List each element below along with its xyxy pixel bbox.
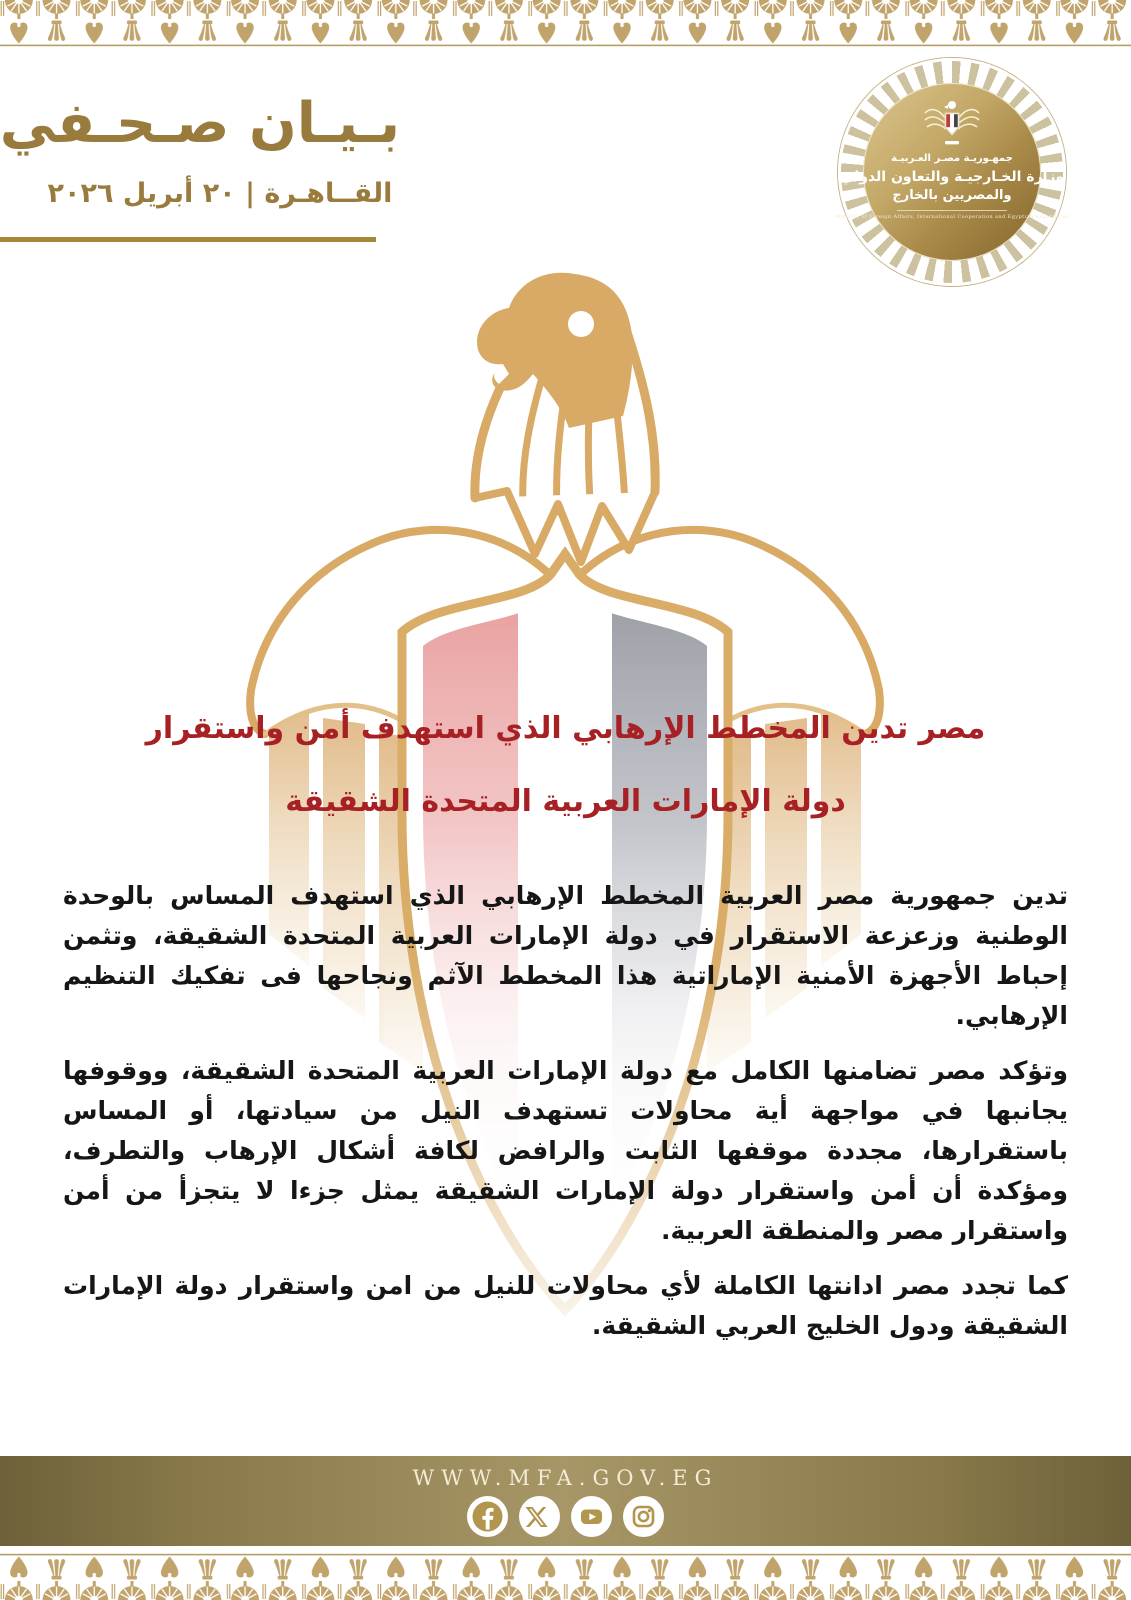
press-statement-title: بـيـان صـحـفي <box>0 91 400 156</box>
seal-country-name: جمهـوريـة مصـر العـربيـة <box>891 153 1013 164</box>
x-icon[interactable] <box>519 1496 560 1537</box>
seal-ministry-name: وزارة الخـارجيـة والتعاون الدولي <box>839 169 1065 185</box>
statement-paragraph: وتؤكد مصر تضامنها الكامل مع دولة الإمارات العربية المتحدة الشقيقة، ووقوفها يجانبها في مواجهة أية محاولات تستهدف النيل من سيادتها، أو المساس باستقرارها، مجددة موقفها الثابت والرافض لكافة أشكال الإرهاب والتطرف، ومؤكدة أن أمن واستقرار دولة الإمارات الشقيقة يمثل جزءا لا يتجزأ من أمن واستقرار مصر والمنطقة العربية. <box>63 1056 1068 1245</box>
seal-caption-en: Ministry of Foreign Affairs, International Cooperation and Egyptian Expatriates <box>834 214 1070 220</box>
page-border-bottom-ornament <box>0 1553 1131 1600</box>
statement-body <box>63 876 1068 1361</box>
social-icons-row <box>467 1496 664 1537</box>
facebook-icon[interactable] <box>467 1496 508 1537</box>
statement-paragraph: تدين جمهورية مصر العربية المخطط الإرهابي الذي استهدف المساس بالوحدة الوطنية وزعزعة الاستقرار في دولة الإمارات العربية المتحدة الشقيقة، وتثمن إحباط الأجهزة الأمنية الإماراتية هذا المخطط الآثم ونجاحها فى تفكيك التنظيم الإرهابي. <box>63 881 1068 1030</box>
website-url: WWW.MFA.GOV.EG <box>412 1465 719 1490</box>
page-border-top-ornament <box>0 0 1131 47</box>
seal-content <box>834 83 1070 261</box>
header-rule <box>0 237 376 242</box>
statement-heading-line-1: مصر تدين المخطط الإرهابي الذي استهدف أمن واستقرار <box>145 711 986 746</box>
statement-heading <box>63 692 1068 838</box>
header-block <box>0 78 400 218</box>
seal-eagle-emblem-icon <box>921 97 983 149</box>
footer-bar <box>0 1456 1131 1546</box>
seal-divider <box>897 210 1007 211</box>
youtube-icon[interactable] <box>571 1496 612 1537</box>
instagram-icon[interactable] <box>623 1496 664 1537</box>
statement-heading-line-2: دولة الإمارات العربية المتحدة الشقيقة <box>285 784 846 819</box>
dateline: القــاهـرة | ٢٠ أبريل ٢٠٢٦ <box>47 178 393 209</box>
ministry-seal <box>834 58 1070 286</box>
seal-expatriates-line: والمصريين بالخارج <box>892 188 1012 203</box>
statement-paragraph: كما تجدد مصر ادانتها الكاملة لأي محاولات للنيل من امن واستقرار دولة الإمارات الشقيقة ودول الخليج العربي الشقيقة. <box>63 1271 1068 1340</box>
